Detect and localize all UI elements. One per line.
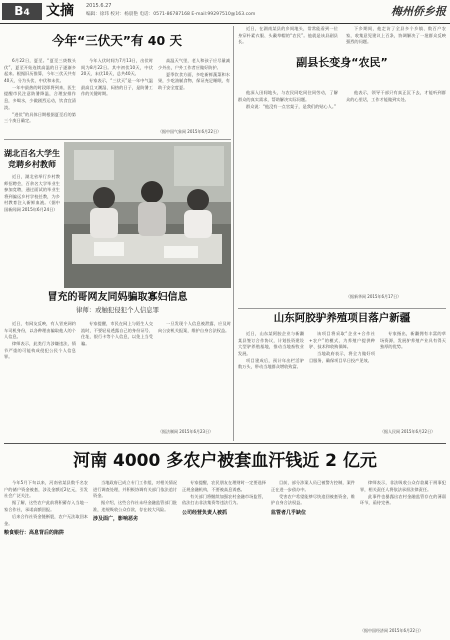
section-divider	[4, 139, 231, 140]
paragraph: 今年入伏时间为7月13日，出伏时间为8月22日。其中初伏10天，中伏20天，末伏10天，总共40天。	[81, 58, 153, 77]
article-column	[81, 58, 153, 134]
paragraph: 夏季饮食方面，多吃新鲜蔬菜和水果，少吃油腻食物，保证充足睡眠，有助于安全度夏。	[158, 71, 230, 90]
subsection-title: 粮食银行：高息背后的陷阱	[4, 530, 65, 537]
paragraph: “进伏”的具体日期根据夏至后的第三个庚日确定。	[4, 111, 76, 124]
subsection-title: 公司经营负责人被抓	[182, 509, 228, 516]
article-column	[93, 480, 177, 636]
paragraph: 此事件也暴露出农村金融监管存在的薄弱环节，亟待完善。	[360, 493, 446, 506]
article-byline: （据中国经济网 2015年6月22日）	[360, 628, 424, 633]
section-title: 文摘	[46, 3, 74, 19]
article-donkey	[238, 311, 446, 441]
paragraph: 群众说：“他没有一点官架子，是我们的贴心人。”	[246, 103, 337, 109]
paragraph: 高温天气里，老人和孩子应尽量减少外出，户外工作者应做好防护。	[158, 58, 230, 70]
paragraph: 近日，在湖南某县的乡间地头，常常能看到一位身穿朴素衣服、头戴草帽的“农民”。他就是该县副县长。	[238, 26, 338, 45]
article-headline: 山东阿胶驴养殖项目落户新疆	[273, 312, 411, 324]
news-photo	[64, 142, 231, 288]
article-column	[360, 480, 446, 626]
article-column	[238, 331, 304, 437]
article-headline: 今年“三伏天”有 40 天	[51, 33, 183, 48]
article-column	[238, 26, 338, 54]
article-headline: 冒充的哥网友同妈骗取寡妇信息	[47, 292, 188, 303]
paragraph: 专家指出，新疆拥有丰富的草场资源，发展驴养殖产业具有得天独厚的优势。	[380, 331, 446, 350]
section-divider	[238, 308, 446, 309]
page-number-badge	[2, 3, 42, 20]
article-column	[346, 90, 446, 290]
paragraph: 当地政府表示，将全力做好项目服务，确保项目早日投产见效。	[309, 351, 375, 363]
section-divider	[4, 443, 446, 444]
article-column	[346, 26, 446, 54]
paragraph: 专家提醒，农民朋友在理财时一定要选择正规金融机构，不要被高息诱惑。	[182, 480, 266, 492]
paragraph: 后来合作社资金链断裂，农户无法取回本金。	[4, 513, 88, 526]
article-byline: （据人民网 2015年6月22日）	[380, 429, 436, 434]
article-subhead: 律师：或触犯侵犯个人信息罪	[75, 306, 160, 314]
photo-caption-box	[4, 148, 60, 282]
article-column	[81, 321, 153, 437]
article-column	[271, 480, 355, 636]
article-byline: （据新华网 2015年6月17日）	[346, 294, 402, 299]
article-column	[4, 321, 76, 437]
paragraph: 他深入田间地头，与农民同吃同住同劳动，了解群众的真实需求，帮助解决实际问题。	[238, 90, 338, 102]
paragraph: 律师表示，此类行为涉嫌违法，情节严重的可能构成侵犯公民个人信息罪。	[4, 341, 76, 360]
paragraph: 目前，部分涉案人员已被警方控制，案件正在进一步侦办中。	[271, 480, 355, 492]
paragraph: 今年5月下旬以来，河南省某县数千名农户的储户资金被套，涉及金额近2亿元，引发社会广泛关注。	[4, 480, 88, 499]
subsection-title: 涉及面广，影响恶劣	[93, 516, 139, 523]
paragraph: 当地政府已成立专门工作组，对相关情况进行调查处理，并积极协调有关部门依法追讨资金。	[93, 480, 177, 499]
paragraph: 项目建成后，预计年出栏活驴数万头，带动当地群众增收致富。	[238, 357, 304, 370]
page-number: 4	[23, 8, 30, 18]
issue-date: 2015.6.27	[86, 3, 112, 9]
article-byline: （据中国气象网 2015年6月22日）	[158, 129, 222, 134]
paragraph: 律师表示，非法吸收公众存款属于刑事犯罪，相关责任人将依法承担法律责任。	[360, 480, 446, 492]
masthead-rule	[0, 23, 450, 24]
article-headline: 河南 4000 多农户被套血汗钱近 2 亿元	[73, 451, 377, 471]
article-column	[182, 480, 266, 636]
paragraph: 一年中最热的时段即将到来，医生提醒市民注意防暑降温，合理安排作息，多喝水，少做剧烈运动，饮食宜清淡。	[4, 84, 76, 110]
paragraph: 该项目将采取“企业+合作社+农户”的模式，为养殖户提供种驴、技术和收购保障。	[309, 331, 375, 350]
article-byline: （据法制网 2015年6月23日）	[158, 429, 214, 434]
paper-name: 梅州侨乡报	[391, 5, 446, 18]
article-column	[309, 331, 375, 437]
column-divider	[233, 26, 234, 441]
paragraph: 受害农户希望能够尽快追回被套资金，维护自身合法权益。	[271, 493, 355, 506]
article-column	[380, 331, 446, 421]
staff-line: 编辑：徐玮 校对：杨晨艳 电话：0571-86787168 E-mail:99297510@163.com	[86, 12, 256, 17]
paragraph: 一旦发现个人信息被泄露，应及时向公安机关报案，维护自身合法权益。	[158, 321, 231, 333]
article-column	[238, 90, 338, 302]
article-headline: 副县长变身“农民”	[296, 56, 388, 69]
article-column	[158, 58, 230, 128]
article-sanfu	[4, 26, 230, 138]
paragraph: 近日，有网友反映，有人冒充网约车司机身份，以各种理由骗取他人的个人信息。	[4, 321, 76, 340]
photo-block	[4, 142, 231, 290]
article-vice-mayor	[238, 26, 446, 306]
paragraph: 据了解，这些农户此前将积蓄存入当地一家合作社，承诺高额回报。	[4, 500, 88, 512]
photo-caption-title: 湖北百名大学生竞聘乡村教师	[4, 149, 60, 169]
paragraph: 专家提醒，市民在网上与陌生人交流时，不要轻易透露自己的身份证号、住址、银行卡等个人信息，以免上当受骗。	[81, 321, 153, 346]
masthead	[0, 0, 450, 24]
article-column	[4, 58, 76, 134]
article-column	[158, 321, 231, 421]
paragraph: 有关部门将继续加强农村金融市场监管，依法打击非法集资等违法行为。	[182, 493, 266, 506]
paragraph: 下乡期间，他走访了全县多个乡镇、数百户农家，收集意见建议上百条，协调解决了一批群众反映强烈的问题。	[346, 26, 446, 45]
paragraph: 6月22日，夏至。“夏至三庚数头伏”，夏至开始连续高温的日子逐渐多起来。根据旧历推算，今年三伏天共有40天，分为头伏、中伏和末伏。	[4, 58, 76, 83]
paragraph: 据介绍，这些合作社未经金融监管部门批准，违规吸收公众存款，存在较大风险。	[93, 500, 177, 512]
paragraph: 他表示，领导干部只有真正沉下去，才能听到群众的心里话，工作才能做到实处。	[346, 90, 446, 102]
article-column	[4, 480, 88, 636]
page-letter: B	[14, 4, 24, 18]
article-henan	[4, 446, 446, 638]
paragraph: 近日，山东某阿胶企业与新疆某县签订合作协议，计划投资建设大型驴养殖基地，推动当地畜牧业发展。	[238, 331, 304, 356]
article-fake-mom	[4, 291, 231, 441]
paragraph: 专家表示，“三伏天”是一年中气温最高且又潮湿、闷热的日子，是防暑工作的关键时期。	[81, 78, 153, 97]
subsection-title: 监管者几乎缺位	[271, 509, 307, 516]
photo-caption-body: 近日，湖北省举行乡村教师招聘会，百余名大学毕业生参加竞聘，通过面试的毕业生将到偏远乡村学校任教，为乡村教育注入新鲜血液。（据中国新闻网 2015年6月24日）	[4, 174, 60, 212]
